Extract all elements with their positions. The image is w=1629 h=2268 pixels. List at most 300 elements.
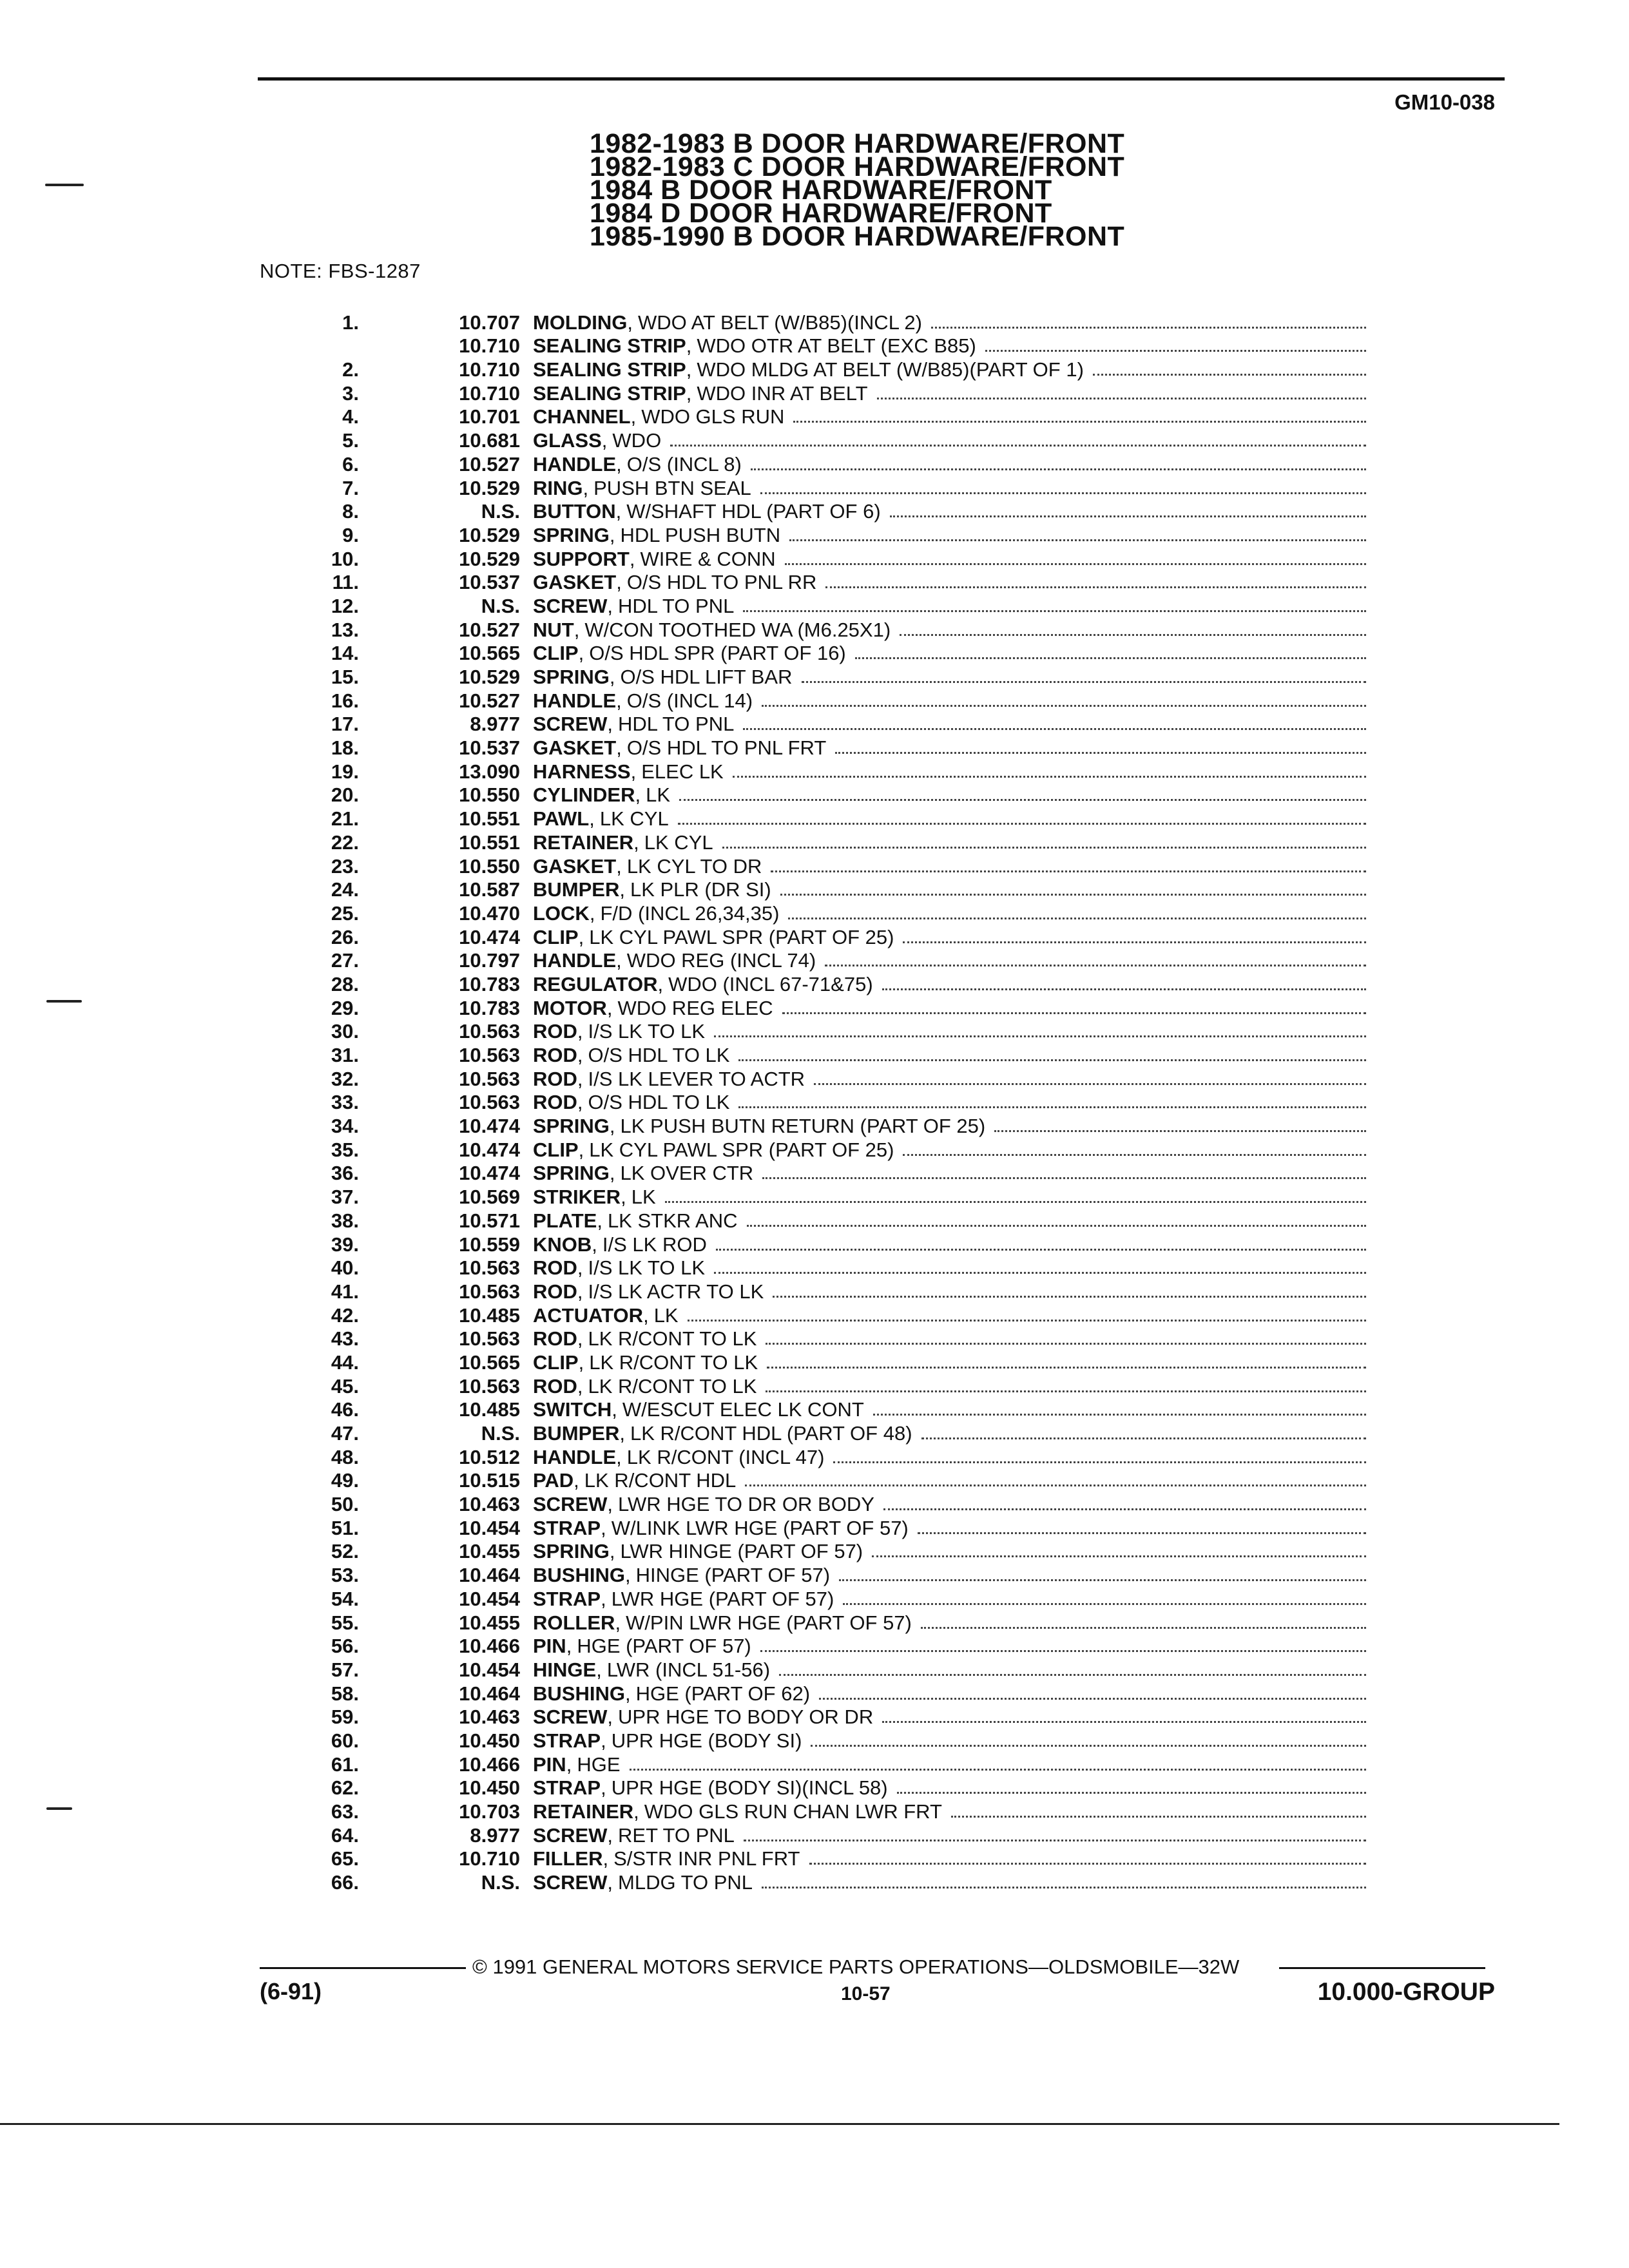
dot-leader (665, 1200, 1366, 1203)
dot-leader (883, 1508, 1366, 1510)
part-description: LK CYL (599, 807, 669, 831)
part-row (293, 1303, 1366, 1327)
separator: , (686, 381, 692, 405)
part-description: UPR HGE TO BODY OR DR (618, 1706, 874, 1729)
title-line: 1985-1990 B DOOR HARDWARE/FRONT (590, 221, 1125, 252)
part-name: BUSHING (533, 1682, 625, 1705)
part-description: LK PUSH BUTN RETURN (PART OF 25) (620, 1115, 986, 1138)
part-row (293, 571, 1366, 595)
part-number: 25. (331, 901, 359, 925)
group-number: 10.450 (459, 1776, 520, 1800)
dot-leader (788, 917, 1366, 919)
part-description: O/S HDL TO LK (588, 1091, 730, 1114)
part-row (293, 854, 1366, 878)
part-description: UPR HGE (BODY SI) (611, 1729, 802, 1752)
part-number: 53. (331, 1564, 359, 1587)
part-number: 40. (331, 1256, 359, 1280)
part-row (293, 1445, 1366, 1469)
part-number: 34. (331, 1115, 359, 1138)
part-name: SCREW (533, 713, 608, 736)
group-number: 10.701 (459, 405, 520, 428)
separator: , (601, 1776, 606, 1800)
dot-leader (825, 964, 1366, 966)
page-number: 10-57 (841, 1983, 891, 2004)
dot-leader (767, 1366, 1366, 1369)
group-number: 10.527 (459, 452, 520, 476)
group-number: N.S. (481, 1422, 520, 1445)
group-number: 10.455 (459, 1611, 520, 1634)
part-row (293, 1847, 1366, 1871)
group-number: 10.550 (459, 783, 520, 807)
separator: , (657, 972, 664, 995)
part-number: 4. (342, 405, 359, 428)
part-description: LWR HINGE (PART OF 57) (620, 1540, 863, 1563)
separator: , (578, 642, 584, 665)
part-number: 56. (331, 1635, 359, 1658)
part-name: BUMPER (533, 878, 620, 901)
part-description: HGE (577, 1753, 621, 1776)
separator: , (616, 1445, 622, 1468)
part-name: RETAINER (533, 1800, 634, 1823)
part-row (293, 523, 1366, 547)
separator: , (589, 901, 595, 925)
separator: , (607, 594, 613, 617)
dot-leader (688, 1319, 1366, 1321)
part-row (293, 642, 1366, 666)
part-row (293, 1114, 1366, 1138)
part-row (293, 1043, 1366, 1067)
part-row (293, 949, 1366, 973)
separator: , (612, 1398, 617, 1421)
part-description: LWR HGE TO DR OR BODY (618, 1493, 874, 1516)
part-number: 22. (331, 831, 359, 854)
part-description: WDO GLS RUN (641, 405, 785, 428)
dot-leader (890, 515, 1366, 517)
part-number: 31. (331, 1044, 359, 1066)
part-description: LK (653, 1303, 679, 1327)
part-row (293, 476, 1366, 500)
separator: , (566, 1753, 572, 1776)
part-number: 5. (342, 429, 359, 452)
part-description: I/S LK ACTR TO LK (588, 1280, 764, 1303)
dot-leader (779, 1673, 1366, 1676)
page-titles (590, 128, 1125, 252)
part-name: KNOB (533, 1233, 592, 1256)
part-number: 47. (331, 1422, 359, 1445)
part-name: SPRING (533, 1115, 610, 1138)
part-name: PLATE (533, 1209, 597, 1232)
part-number: 32. (331, 1067, 359, 1090)
dot-leader (751, 468, 1366, 470)
part-row (293, 594, 1366, 618)
part-name: SCREW (533, 1871, 608, 1894)
group-number: 10.563 (459, 1044, 520, 1066)
part-description: WDO GLS RUN CHAN LWR FRT (644, 1800, 942, 1823)
separator: , (577, 1374, 583, 1398)
part-name: CHANNEL (533, 405, 631, 428)
part-name: REGULATOR (533, 972, 658, 995)
dot-leader (877, 397, 1366, 399)
part-row (293, 1611, 1366, 1635)
separator: , (607, 1706, 613, 1729)
part-row (293, 901, 1366, 925)
part-name: BUTTON (533, 500, 616, 523)
part-description: LK (631, 1186, 656, 1209)
part-row (293, 311, 1366, 334)
part-description: HGE (PART OF 62) (635, 1682, 811, 1705)
part-row (293, 1374, 1366, 1398)
part-number: 42. (331, 1303, 359, 1327)
dot-leader (716, 1248, 1366, 1251)
separator: , (578, 1138, 584, 1161)
part-name: SCREW (533, 1823, 608, 1847)
part-row (293, 1162, 1366, 1186)
dot-leader (738, 1059, 1366, 1061)
title-line: 1982-1983 C DOOR HARDWARE/FRONT (590, 151, 1125, 182)
part-number: 65. (331, 1847, 359, 1870)
part-number: 8. (342, 500, 359, 523)
part-description: MLDG TO PNL (618, 1871, 753, 1894)
part-number: 30. (331, 1020, 359, 1043)
part-number: 38. (331, 1209, 359, 1232)
part-name: MOTOR (533, 996, 607, 1019)
part-row (293, 665, 1366, 689)
group-number: 10.512 (459, 1445, 520, 1468)
dot-leader (785, 562, 1366, 565)
separator: , (609, 1162, 615, 1185)
part-name: HARNESS (533, 760, 631, 783)
binding-mark-1 (45, 184, 84, 186)
part-number: 20. (331, 783, 359, 807)
part-row (293, 996, 1366, 1020)
title-line: 1984 B DOOR HARDWARE/FRONT (590, 175, 1052, 206)
group-number: 10.450 (459, 1729, 520, 1752)
separator: , (633, 1800, 639, 1823)
part-name: HINGE (533, 1658, 597, 1681)
separator: , (601, 1729, 606, 1752)
part-description: O/S (INCL 14) (626, 689, 753, 712)
part-description: LK R/CONT HDL (PART OF 48) (630, 1422, 912, 1445)
part-name: ACTUATOR (533, 1303, 644, 1327)
group-number: 10.563 (459, 1091, 520, 1114)
group-number: 10.527 (459, 618, 520, 641)
dot-leader (679, 798, 1366, 801)
group-number: 10.571 (459, 1209, 520, 1232)
group-number: 10.710 (459, 358, 520, 381)
footer-rule-left (260, 1967, 466, 1969)
dot-leader (903, 941, 1366, 943)
part-name: ROD (533, 1091, 577, 1114)
part-number: 1. (342, 311, 359, 334)
part-row (293, 783, 1366, 807)
part-name: BUMPER (533, 1422, 620, 1445)
group-number: 8.977 (470, 713, 520, 736)
dot-leader (1093, 373, 1366, 376)
separator: , (615, 1611, 621, 1634)
dot-leader (872, 1555, 1366, 1557)
part-number: 33. (331, 1091, 359, 1114)
part-row (293, 1870, 1366, 1894)
dot-leader (762, 1886, 1366, 1888)
dot-leader (747, 1224, 1367, 1227)
part-description: W/CON TOOTHED WA (M6.25X1) (584, 618, 891, 641)
part-description: LK (646, 783, 670, 807)
dot-leader (782, 1012, 1366, 1014)
part-name: MOLDING (533, 311, 628, 334)
part-row (293, 1209, 1366, 1233)
group-number: 10.710 (459, 1847, 520, 1870)
part-description: WDO (612, 429, 662, 452)
dot-leader (819, 1697, 1366, 1700)
part-name: FILLER (533, 1847, 603, 1870)
separator: , (607, 1493, 613, 1516)
separator: , (619, 878, 625, 901)
part-description: ELEC LK (641, 760, 724, 783)
dot-leader (744, 1839, 1366, 1841)
separator: , (616, 854, 622, 878)
part-row (293, 713, 1366, 736)
dot-leader (903, 1153, 1366, 1156)
dot-leader (733, 775, 1366, 778)
part-description: HDL TO PNL (618, 713, 735, 736)
part-name: STRAP (533, 1587, 601, 1610)
group-number: 10.485 (459, 1398, 520, 1421)
part-number: 43. (331, 1327, 359, 1350)
part-name: HANDLE (533, 689, 617, 712)
part-row (293, 405, 1366, 429)
title-line: 1982-1983 B DOOR HARDWARE/FRONT (590, 128, 1125, 159)
group-number: 10.563 (459, 1256, 520, 1280)
dot-leader (951, 1815, 1366, 1818)
part-row (293, 1020, 1366, 1044)
part-number: 51. (331, 1516, 359, 1539)
group-number: 10.474 (459, 1138, 520, 1161)
part-row (293, 1635, 1366, 1658)
part-row (293, 1540, 1366, 1564)
separator: , (577, 1280, 583, 1303)
part-description: LK R/CONT TO LK (588, 1327, 757, 1350)
group-number: 10.563 (459, 1327, 520, 1350)
part-row (293, 1776, 1366, 1800)
dot-leader (825, 586, 1366, 588)
part-number: 49. (331, 1469, 359, 1492)
dot-leader (766, 1342, 1366, 1345)
part-name: ROD (533, 1327, 577, 1350)
part-number: 28. (331, 972, 359, 995)
part-number: 60. (331, 1729, 359, 1752)
part-number: 24. (331, 878, 359, 901)
group-number: 10.455 (459, 1540, 520, 1563)
part-row (293, 1823, 1366, 1847)
part-row (293, 1421, 1366, 1445)
part-row (293, 500, 1366, 524)
dot-leader (762, 1177, 1366, 1179)
part-row (293, 689, 1366, 713)
separator: , (629, 547, 635, 570)
part-description: LWR (INCL 51-56) (606, 1658, 771, 1681)
part-name: SCREW (533, 594, 608, 617)
dot-leader (931, 326, 1366, 329)
dot-leader (780, 893, 1366, 896)
group-number: 10.485 (459, 1303, 520, 1327)
part-row (293, 381, 1366, 405)
part-number: 2. (342, 358, 359, 381)
part-row (293, 1658, 1366, 1682)
part-row (293, 1233, 1366, 1256)
part-name: PIN (533, 1635, 566, 1658)
part-name: GASKET (533, 736, 617, 760)
separator: , (633, 831, 639, 854)
part-name: ROD (533, 1044, 577, 1066)
part-description: LK R/CONT HDL (584, 1469, 737, 1492)
part-number: 58. (331, 1682, 359, 1705)
part-name: SUPPORT (533, 547, 630, 570)
group-number: 10.783 (459, 996, 520, 1019)
binding-mark-3 (46, 1807, 72, 1810)
part-description: LK PLR (DR SI) (630, 878, 771, 901)
part-name: CLIP (533, 642, 579, 665)
part-name: GLASS (533, 429, 602, 452)
part-row (293, 1492, 1366, 1516)
separator: , (609, 1115, 615, 1138)
part-number: 21. (331, 807, 359, 831)
separator: , (583, 476, 589, 499)
separator: , (616, 689, 622, 712)
part-number: 59. (331, 1706, 359, 1729)
part-row (293, 1067, 1366, 1091)
part-number: 15. (331, 666, 359, 688)
part-name: SCREW (533, 1493, 608, 1516)
top-rule (258, 77, 1505, 81)
group-number: 10.783 (459, 972, 520, 995)
group-number: N.S. (481, 500, 520, 523)
part-description: W/ESCUT ELEC LK CONT (622, 1398, 864, 1421)
group-number: 10.710 (459, 381, 520, 405)
part-description: O/S HDL TO LK (588, 1044, 730, 1066)
part-name: SPRING (533, 523, 610, 546)
part-name: SEALING STRIP (533, 358, 686, 381)
part-name: LOCK (533, 901, 590, 925)
parts-list (293, 311, 1366, 1894)
dot-leader (630, 1768, 1367, 1771)
dot-leader (802, 680, 1367, 683)
part-description: I/S LK ROD (602, 1233, 707, 1256)
part-row (293, 334, 1366, 358)
part-row (293, 358, 1366, 381)
part-name: ROLLER (533, 1611, 615, 1634)
dot-leader (918, 1532, 1366, 1534)
part-description: HDL TO PNL (618, 594, 735, 617)
part-name: ROD (533, 1020, 577, 1043)
dot-leader (762, 704, 1366, 707)
part-row (293, 1729, 1366, 1753)
part-name: BUSHING (533, 1564, 625, 1587)
part-name: CLIP (533, 1138, 579, 1161)
separator: , (609, 1540, 615, 1563)
part-name: ROD (533, 1256, 577, 1280)
part-row (293, 1682, 1366, 1706)
group-number: 10.565 (459, 642, 520, 665)
separator: , (601, 429, 608, 452)
part-name: CYLINDER (533, 783, 635, 807)
part-description: WDO OTR AT BELT (EXC B85) (697, 334, 976, 358)
group-number: 13.090 (459, 760, 520, 783)
separator: , (630, 405, 637, 428)
part-row (293, 736, 1366, 760)
group-number: 10.551 (459, 807, 520, 831)
part-number: 66. (331, 1871, 359, 1894)
group-number: 10.466 (459, 1753, 520, 1776)
group-number: 10.463 (459, 1706, 520, 1729)
part-number: 55. (331, 1611, 359, 1634)
group-number: 10.515 (459, 1469, 520, 1492)
part-description: LK STKR ANC (607, 1209, 738, 1232)
group-number: 10.466 (459, 1635, 520, 1658)
dot-leader (839, 1579, 1366, 1581)
part-number: 46. (331, 1398, 359, 1421)
dot-leader (722, 846, 1366, 849)
group-number: 10.707 (459, 311, 520, 334)
separator: , (577, 1327, 583, 1350)
part-number: 12. (331, 594, 359, 617)
part-description: PUSH BTN SEAL (593, 476, 751, 499)
part-row (293, 831, 1366, 854)
group-number: 10.464 (459, 1682, 520, 1705)
part-name: SPRING (533, 1540, 610, 1563)
part-description: HINGE (PART OF 57) (635, 1564, 831, 1587)
group-number: 10.454 (459, 1587, 520, 1610)
part-description: HDL PUSH BUTN (620, 523, 781, 546)
edition-date: (6-91) (260, 1978, 322, 2004)
part-name: PAD (533, 1469, 574, 1492)
part-name: NUT (533, 618, 574, 641)
dot-leader (882, 1720, 1366, 1723)
part-name: HANDLE (533, 949, 617, 972)
dot-leader (921, 1626, 1366, 1629)
group-number: 10.529 (459, 666, 520, 688)
separator: , (601, 1587, 606, 1610)
dot-leader (670, 444, 1366, 447)
part-description: I/S LK TO LK (588, 1020, 706, 1043)
part-name: GASKET (533, 854, 617, 878)
part-description: LK R/CONT TO LK (589, 1350, 758, 1374)
group-number: 10.550 (459, 854, 520, 878)
part-row (293, 1587, 1366, 1611)
part-description: WDO INR AT BELT (697, 381, 868, 405)
dot-leader (793, 420, 1366, 423)
group-number: N.S. (481, 1871, 520, 1894)
part-description: LK CYL TO DR (626, 854, 762, 878)
separator: , (574, 1469, 579, 1492)
separator: , (616, 571, 622, 594)
group-number: N.S. (481, 594, 520, 617)
part-row (293, 547, 1366, 571)
part-row (293, 878, 1366, 902)
dot-leader (714, 1271, 1366, 1274)
dot-leader (994, 1129, 1366, 1132)
group-number: 10.470 (459, 901, 520, 925)
dot-leader (743, 727, 1366, 730)
part-description: WIRE & CONN (640, 547, 776, 570)
part-row (293, 452, 1366, 476)
part-number: 29. (331, 996, 359, 1019)
group-number: 10.529 (459, 547, 520, 570)
part-description: LK R/CONT TO LK (588, 1374, 757, 1398)
separator: , (592, 1233, 597, 1256)
part-description: O/S HDL SPR (PART OF 16) (589, 642, 846, 665)
part-row (293, 1800, 1366, 1823)
group-number: 8.977 (470, 1823, 520, 1847)
